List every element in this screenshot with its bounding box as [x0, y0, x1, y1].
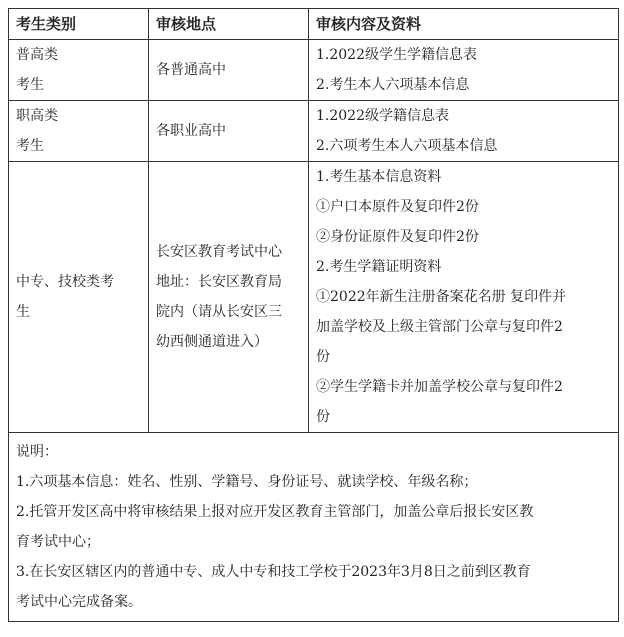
category-cell [9, 162, 149, 433]
category-line: 职高类 [16, 108, 58, 124]
location-line: 院内（请从长安区三 [156, 304, 282, 320]
content-line: 份 [316, 409, 330, 425]
location-line: 幼西侧通道进入） [156, 334, 268, 350]
header-location: 审核地点 [149, 9, 309, 40]
content-line: 份 [316, 349, 330, 365]
location-cell [149, 162, 309, 433]
notes-line: 3.在长安区辖区内的普通中专、成人中专和技工学校于2023年3月8日之前到区教育 [16, 564, 531, 580]
content-line: 1.考生基本信息资料 [316, 169, 442, 185]
content-cell [309, 101, 619, 162]
category-cell [9, 101, 149, 162]
notes-line: 2.托管开发区高中将审核结果上报对应开发区教育主管部门，加盖公章后报长安区教 [16, 504, 534, 520]
category-line: 考生 [16, 138, 44, 154]
header-row [9, 9, 619, 40]
table-row [9, 40, 619, 101]
review-table [8, 8, 619, 622]
content-line: 1.2022级学籍信息表 [316, 108, 449, 124]
notes-line: 考试中心完成备案。 [16, 594, 142, 610]
content-line: ②身份证原件及复印件2份 [316, 229, 479, 245]
content-line: ②学生学籍卡并加盖学校公章与复印件2 [316, 379, 563, 395]
category-line: 中专、技校类考 [16, 274, 114, 290]
content-cell [309, 40, 619, 101]
content-line: 1.2022级学生学籍信息表 [316, 47, 477, 63]
content-line: ①2022年新生注册备案花名册 复印件并 [316, 289, 567, 305]
header-content: 审核内容及资料 [309, 9, 619, 40]
category-cell [9, 40, 149, 101]
notes-line: 育考试中心； [16, 534, 100, 550]
table-row [9, 101, 619, 162]
category-line: 考生 [16, 77, 44, 93]
location-cell [149, 101, 309, 162]
location-line: 长安区教育考试中心 [156, 244, 282, 260]
location-cell [149, 40, 309, 101]
content-cell [309, 162, 619, 433]
notes-line: 1.六项基本信息：姓名、性别、学籍号、身份证号、就读学校、年级名称； [16, 474, 478, 490]
location-line: 地址：长安区教育局 [156, 274, 282, 290]
notes-row [9, 433, 619, 622]
category-line: 生 [16, 304, 30, 320]
category-line: 普高类 [16, 47, 58, 63]
notes-title: 说明： [16, 444, 58, 460]
content-line: ①户口本原件及复印件2份 [316, 199, 479, 215]
content-line: 2.考生本人六项基本信息 [316, 77, 470, 93]
header-category: 考生类别 [9, 9, 149, 40]
content-line: 2.考生学籍证明资料 [316, 259, 442, 275]
content-line: 加盖学校及上级主管部门公章与复印件2 [316, 319, 563, 335]
location-line: 各普通高中 [156, 62, 226, 78]
content-line: 2.六项考生本人六项基本信息 [316, 138, 498, 154]
table-row [9, 162, 619, 433]
notes-cell [9, 433, 619, 622]
location-line: 各职业高中 [156, 123, 226, 139]
